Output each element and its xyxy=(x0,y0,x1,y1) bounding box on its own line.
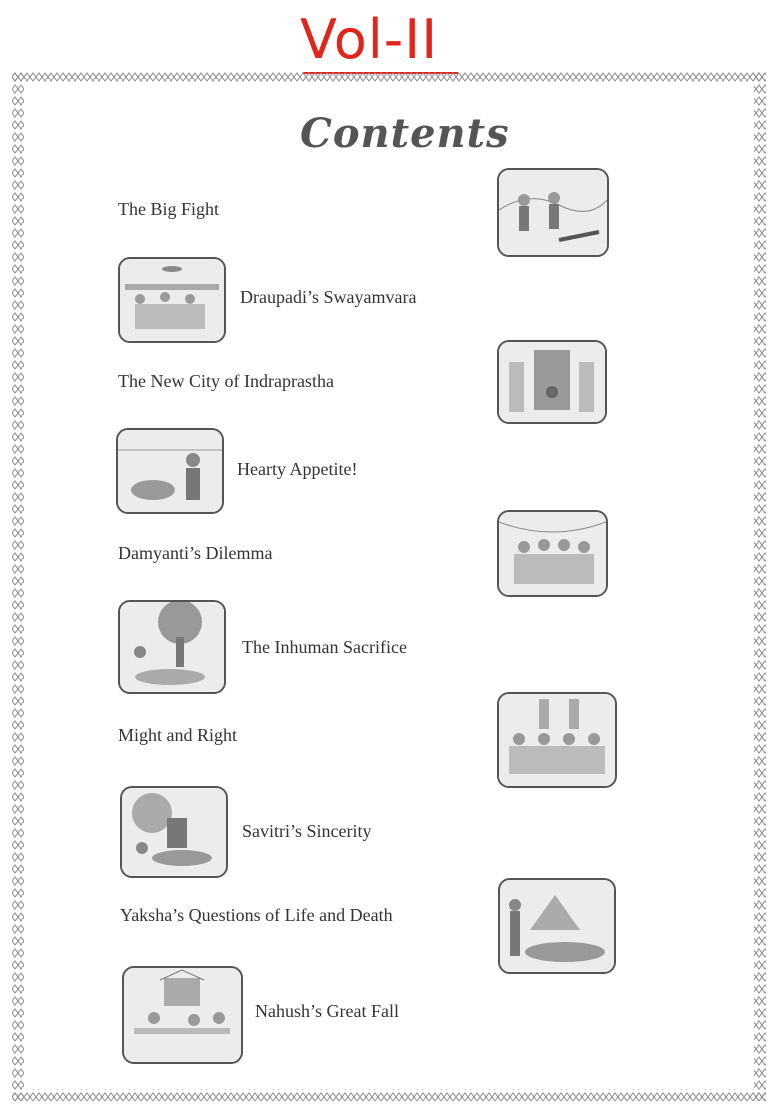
illustration-damyanti-icon xyxy=(497,510,608,597)
illustration-savitri-icon xyxy=(120,786,228,878)
toc-entry-3[interactable]: The New City of Indraprastha xyxy=(118,371,334,391)
illustration-sacrifice-icon xyxy=(118,600,226,694)
decorative-border xyxy=(12,71,766,1101)
illustration-indraprastha-icon xyxy=(497,340,607,424)
illustration-swayamvara-icon xyxy=(118,257,226,343)
illustration-might-right-icon xyxy=(497,692,617,788)
volume-title: Vol-II xyxy=(300,8,439,71)
toc-entry-7[interactable]: Might and Right xyxy=(118,725,238,745)
toc-entry-2[interactable]: Draupadi’s Swayamvara xyxy=(240,287,417,307)
illustration-big-fight-icon xyxy=(497,168,609,257)
toc-entry-8[interactable]: Savitri’s Sincerity xyxy=(242,821,372,841)
illustration-yaksha-icon xyxy=(498,878,616,974)
toc-entry-10[interactable]: Nahush’s Great Fall xyxy=(255,1001,399,1021)
toc-entry-9[interactable]: Yaksha’s Questions of Life and Death xyxy=(120,905,393,925)
contents-heading: Contents xyxy=(300,110,510,157)
toc-entry-5[interactable]: Damyanti’s Dilemma xyxy=(118,543,273,563)
toc-entry-6[interactable]: The Inhuman Sacrifice xyxy=(242,637,407,657)
illustration-nahush-icon xyxy=(122,966,243,1064)
toc-entry-1[interactable]: The Big Fight xyxy=(118,199,220,219)
illustration-appetite-icon xyxy=(116,428,224,514)
toc-entry-4[interactable]: Hearty Appetite! xyxy=(237,459,358,479)
